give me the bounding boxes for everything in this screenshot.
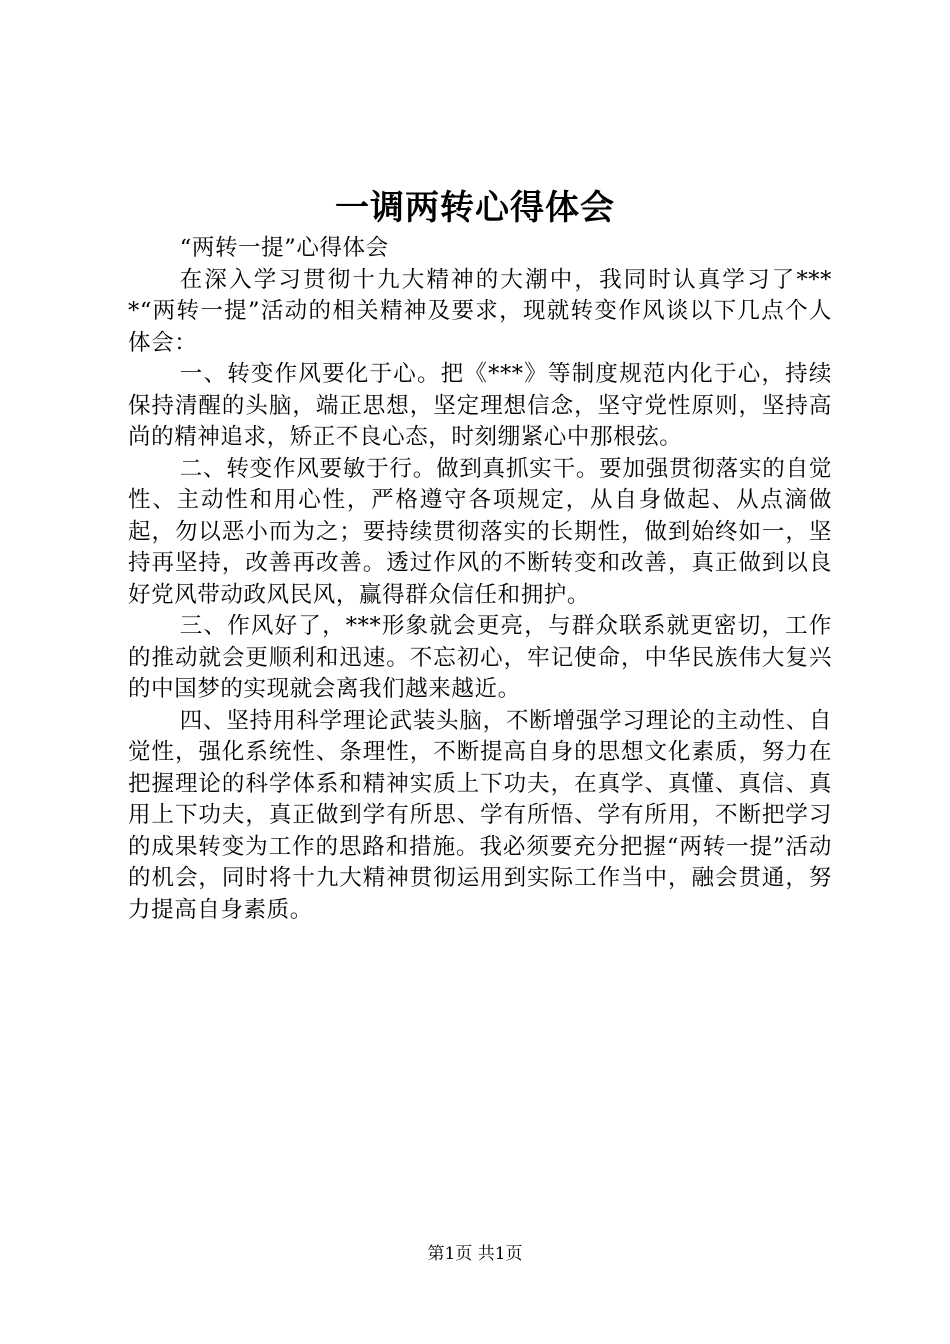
paragraph-subtitle: “两转一提”心得体会 <box>179 235 389 261</box>
paragraph-point-3: 三、作风好了，***形象就会更亮，与群众联系就更密切，工作的推动就会更顺利和迅速。不忘初心，牢记使命，中华民族伟大复兴的中国梦的实现就会离我们越来越近。 <box>128 613 832 702</box>
paragraph-intro: 在深入学习贯彻十九大精神的大潮中，我同时认真学习了****“两转一提”活动的相关精神及要求，现就转变作风谈以下几点个人体会： <box>128 266 832 356</box>
page-footer: 第1页 共1页 <box>427 1244 523 1264</box>
paragraph-point-2: 二、转变作风要敏于行。做到真抓实干。要加强贯彻落实的自觉性、主动性和用心性，严格遵守各项规定，从自身做起、从点滴做起，勿以恶小而为之；要持续贯彻落实的长期性，做到始终如一，坚持再坚持，改善再改善。透过作风的不断转变和改善，真正做到以良好党风带动政风民风，赢得群众信任和拥护。 <box>128 455 832 608</box>
document-title: 一调两转心得体会 <box>335 188 615 228</box>
paragraph-point-4: 四、坚持用科学理论武装头脑，不断增强学习理论的主动性、自觉性，强化系统性、条理性，不断提高自身的思想文化素质，努力在把握理论的科学体系和精神实质上下功夫，在真学、真懂、真信、真用上下功夫，真正做到学有所思、学有所悟、学有所用，不断把学习的成果转变为工作的思路和措施。我必须要充分把握“两转一提”活动的机会，同时将十九大精神贯彻运用到实际工作当中，融会贯通，努力提高自身素质。 <box>128 707 832 923</box>
document-body <box>128 233 832 926</box>
paragraph-point-1: 一、转变作风要化于心。把《***》等制度规范内化于心，持续保持清醒的头脑，端正思想，坚定理想信念，坚守党性原则，坚持高尚的精神追求，矫正不良心态，时刻绷紧心中那根弦。 <box>128 361 832 450</box>
